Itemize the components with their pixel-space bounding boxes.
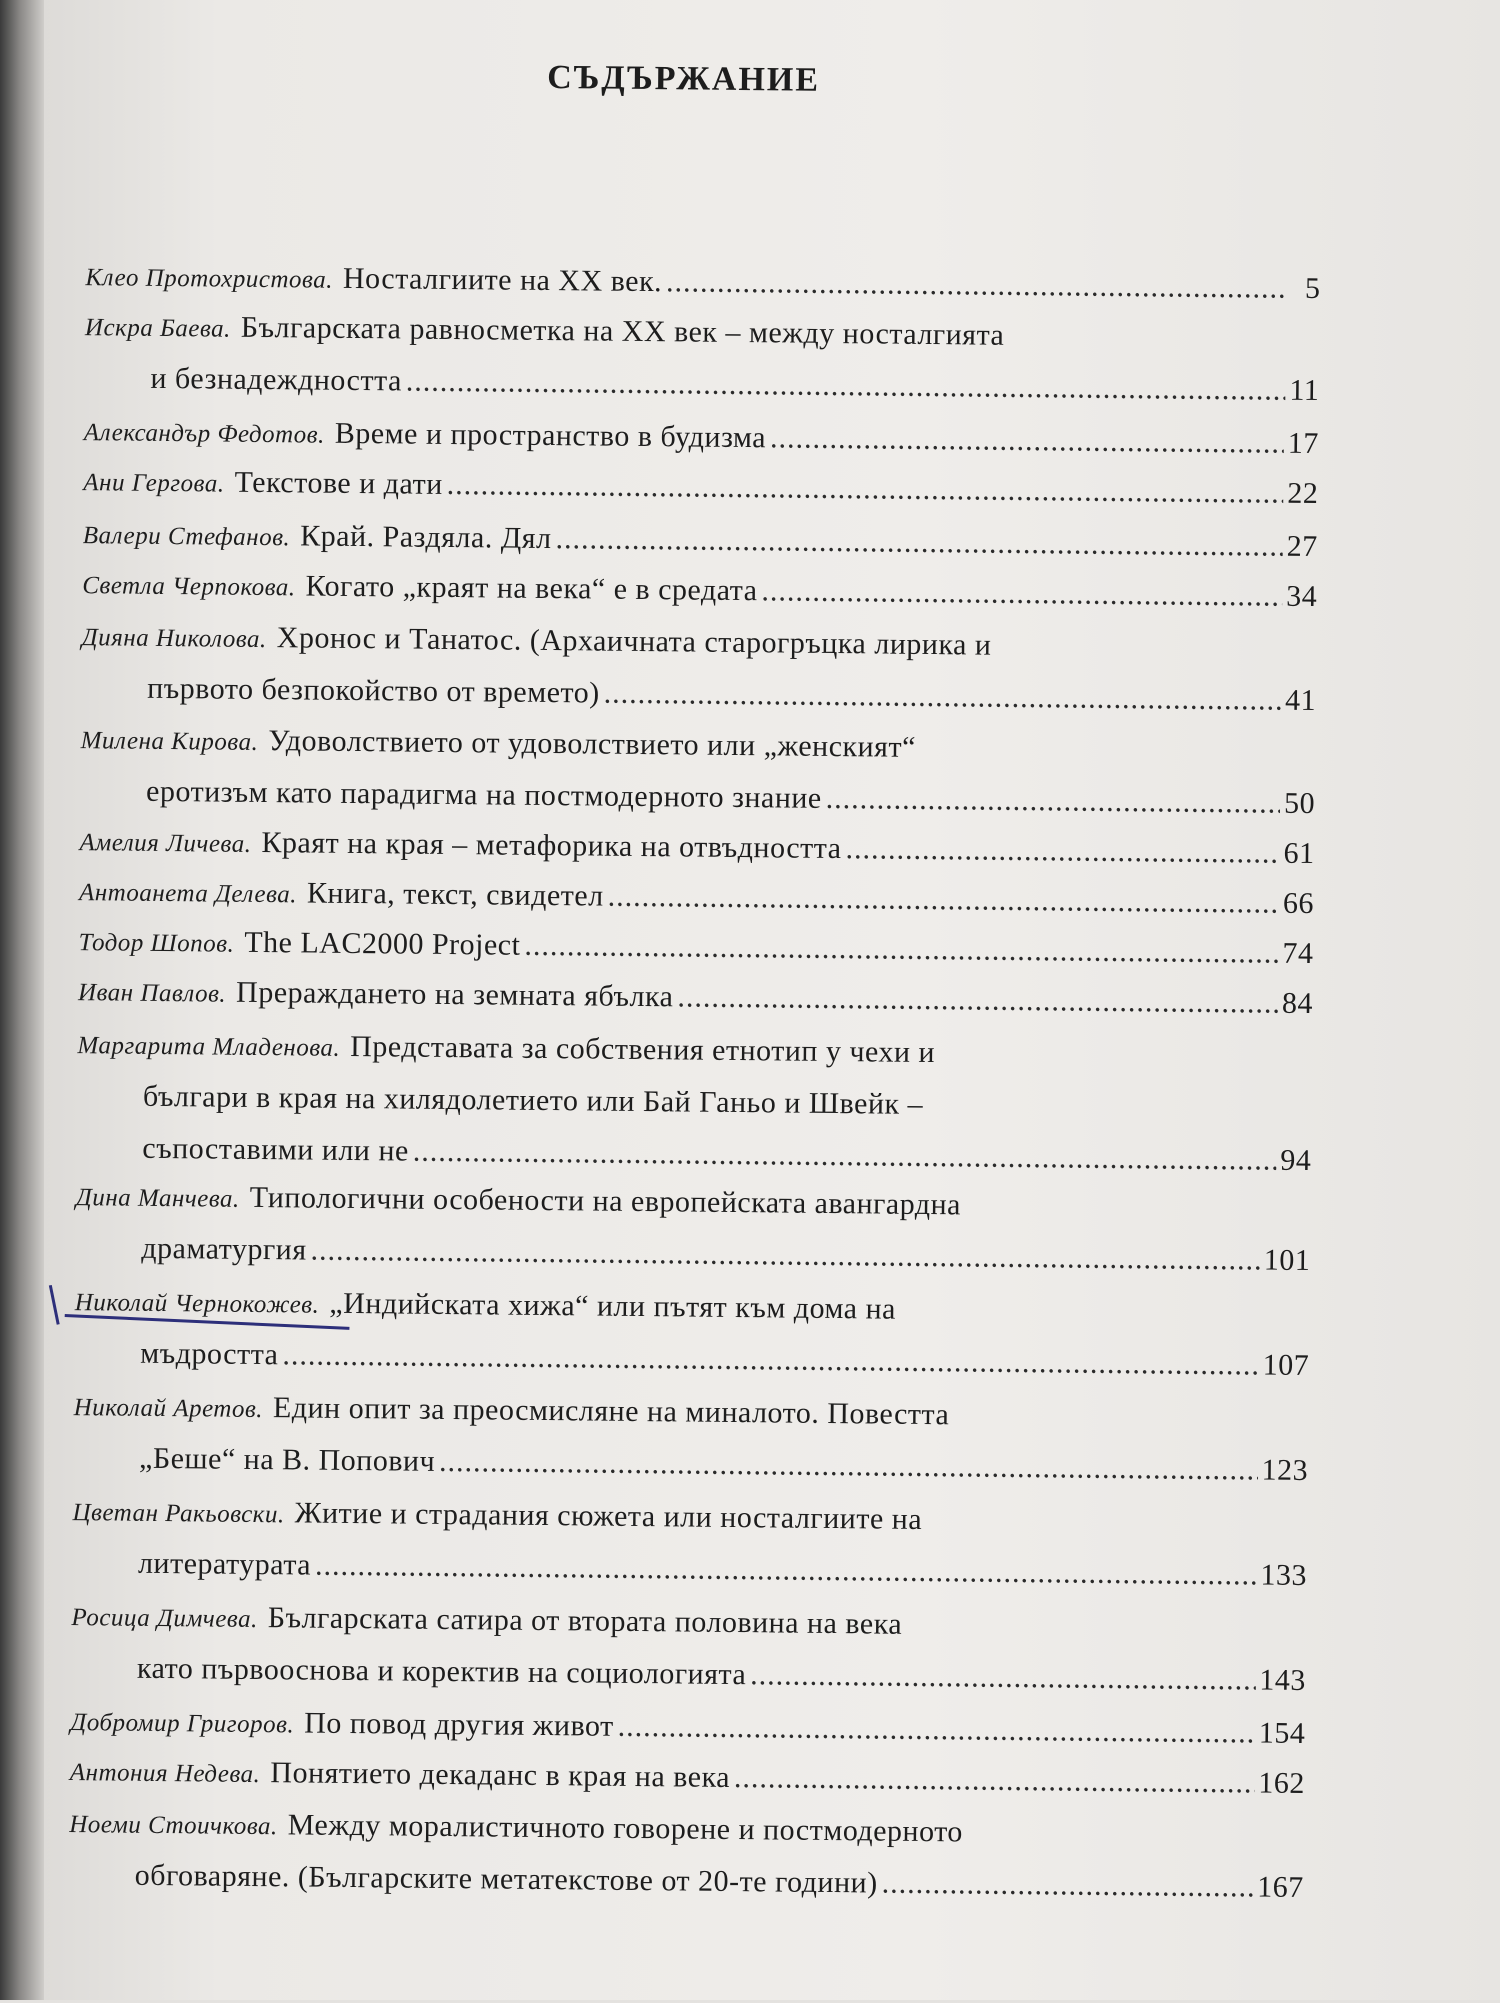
toc-title: еротизъм като парадигма на постмодерното знание <box>145 774 822 815</box>
toc-author: Росица Димчева. <box>71 1604 258 1634</box>
toc-title: българи в края на хилядолетието или Бай Ганьо и Швейк – <box>142 1079 924 1121</box>
toc-author: Дина Манчева. <box>75 1184 240 1213</box>
toc-title: Книга, текст, свидетел <box>306 876 604 913</box>
page-title: СЪДЪРЖАНИЕ <box>547 58 821 99</box>
toc-title: съпоставими или не <box>142 1131 410 1168</box>
toc-author: Иван Павлов. <box>77 979 227 1008</box>
toc-author: Цветан Ракьовски. <box>72 1499 285 1529</box>
dot-leader <box>750 1649 1256 1706</box>
pen-mark <box>49 1285 60 1325</box>
toc-author: Антония Недева. <box>69 1759 261 1789</box>
toc-entry <box>73 1380 1309 1497</box>
page-number: 50 <box>1283 786 1316 821</box>
toc-author: Николай Чернокожев. <box>74 1289 320 1319</box>
toc-entry <box>71 1590 1307 1707</box>
toc-entry <box>84 300 1320 417</box>
toc-title: Краят на края – метафорика на отвъдността <box>261 826 842 866</box>
toc-title: и безнадеждността <box>150 361 403 398</box>
page-number: 66 <box>1282 886 1315 921</box>
toc-author: Светла Черпокова. <box>82 572 296 602</box>
dot-leader <box>677 971 1278 1029</box>
toc-title: Удоволствието от удоволствието или „женският“ <box>268 724 917 764</box>
page-number: 143 <box>1259 1663 1307 1697</box>
page-number: 123 <box>1261 1453 1309 1488</box>
dot-leader <box>770 412 1284 469</box>
dot-leader <box>315 1540 1257 1602</box>
table-of-contents <box>54 40 1334 2003</box>
toc-title: Носталгиите на XX век. <box>342 261 663 299</box>
dot-leader <box>666 256 1287 314</box>
toc-title: Текстове и дати <box>234 465 443 501</box>
toc-title: литературата <box>137 1546 312 1582</box>
book-page <box>44 0 1500 2000</box>
toc-author: Валери Стефанов. <box>82 522 291 552</box>
toc-title: Типологични особености на европейската авангардна <box>249 1180 962 1222</box>
page-number: 94 <box>1280 1143 1312 1178</box>
dot-leader <box>734 1752 1255 1809</box>
page-number: 107 <box>1262 1348 1310 1383</box>
toc-author: Искра Баева. <box>84 314 231 343</box>
page-number: 22 <box>1287 476 1319 511</box>
toc-author: Ноеми Стоичкова. <box>69 1811 278 1841</box>
toc-author: Антоанета Делева. <box>78 879 298 909</box>
toc-title: първото безпокойство от времето) <box>147 671 600 710</box>
toc-entry <box>74 1275 1310 1392</box>
toc-title: Житие и страдания сюжета или носталгиите на <box>294 1496 923 1536</box>
toc-entry <box>80 713 1316 830</box>
toc-author: Николай Аретов. <box>73 1394 264 1424</box>
dot-leader <box>282 1329 1259 1391</box>
toc-title: Един опит за преосмисляне на миналото. Повестта <box>272 1391 950 1432</box>
page-number: 11 <box>1289 373 1320 408</box>
toc-entry <box>76 1018 1313 1187</box>
toc-title: Българската равносметка на XX век – между носталгията <box>240 310 1005 352</box>
toc-author: Тодор Шопов. <box>78 929 235 958</box>
toc-title: като първооснова и коректив на социологията <box>136 1651 747 1692</box>
dot-leader <box>761 565 1282 622</box>
dot-leader <box>310 1225 1260 1287</box>
dot-leader <box>406 355 1286 416</box>
toc-title: „Беше“ на В. Попович <box>138 1441 436 1478</box>
page-number: 74 <box>1282 936 1314 971</box>
toc-title: „Индийската хижа“ или пътят към дома на <box>329 1286 897 1326</box>
toc-title: Прераждането на земната ябълка <box>235 975 674 1014</box>
toc-author: Добромир Григоров. <box>70 1709 295 1739</box>
toc-author: Амелия Личева. <box>79 829 252 858</box>
dot-leader <box>617 1701 1255 1760</box>
page-number: 5 <box>1304 271 1321 306</box>
page-number: 101 <box>1263 1243 1311 1278</box>
toc-author: Маргарита Младенова. <box>77 1032 341 1062</box>
toc-entry <box>81 610 1317 727</box>
toc-author: Ани Гергова. <box>83 469 225 498</box>
toc-title: драматургия <box>141 1231 307 1267</box>
page-number: 84 <box>1281 986 1314 1021</box>
toc-title: обговаряне. (Българските метатекстове от 20-те години) <box>134 1858 878 1900</box>
page-number: 133 <box>1260 1558 1308 1592</box>
toc-title: The LAC2000 Project <box>244 925 521 962</box>
toc-title: мъдростта <box>140 1336 279 1372</box>
page-number: 162 <box>1258 1766 1305 1800</box>
toc-title: Хронос и Танатос. (Архаичната старогръцка лирика и <box>276 621 992 662</box>
toc-title: Време и пространство в будизма <box>334 416 767 455</box>
toc-title: Край. Раздяла. Дял <box>300 519 552 556</box>
toc-author: Александър Федотов. <box>83 419 325 449</box>
page-number: 61 <box>1283 836 1315 871</box>
dot-leader <box>446 459 1283 520</box>
dot-leader <box>825 773 1280 830</box>
page-number: 167 <box>1257 1870 1304 1904</box>
toc-title: Представата за собствения етнотип у чехи и <box>350 1029 936 1070</box>
toc-author: Милена Кирова. <box>80 727 259 756</box>
toc-entry <box>75 1170 1311 1287</box>
page-number: 34 <box>1286 579 1318 614</box>
toc-title: По повод другия живот <box>304 1706 614 1743</box>
dot-leader <box>603 668 1281 727</box>
book-spine-shadow <box>0 0 44 2000</box>
page-number: 154 <box>1258 1716 1306 1750</box>
toc-entry <box>72 1485 1308 1602</box>
toc-title: Понятието декаданс в края на века <box>270 1756 731 1794</box>
toc-title: Българската сатира от втората половина на века <box>267 1601 903 1641</box>
toc-title: Между моралистичното говорене и постмодерното <box>287 1808 964 1849</box>
page-number: 27 <box>1286 529 1318 564</box>
page-number: 41 <box>1284 683 1317 718</box>
toc-entry <box>69 1797 1305 1914</box>
toc-author: Дияна Николова. <box>81 624 267 654</box>
dot-leader <box>881 1858 1253 1914</box>
dot-leader <box>439 1436 1258 1497</box>
dot-leader <box>845 823 1280 880</box>
toc-author: Клео Протохристова. <box>85 264 334 294</box>
page-number: 17 <box>1287 426 1320 461</box>
toc-title: Когато „краят на века“ е в средата <box>305 569 758 608</box>
